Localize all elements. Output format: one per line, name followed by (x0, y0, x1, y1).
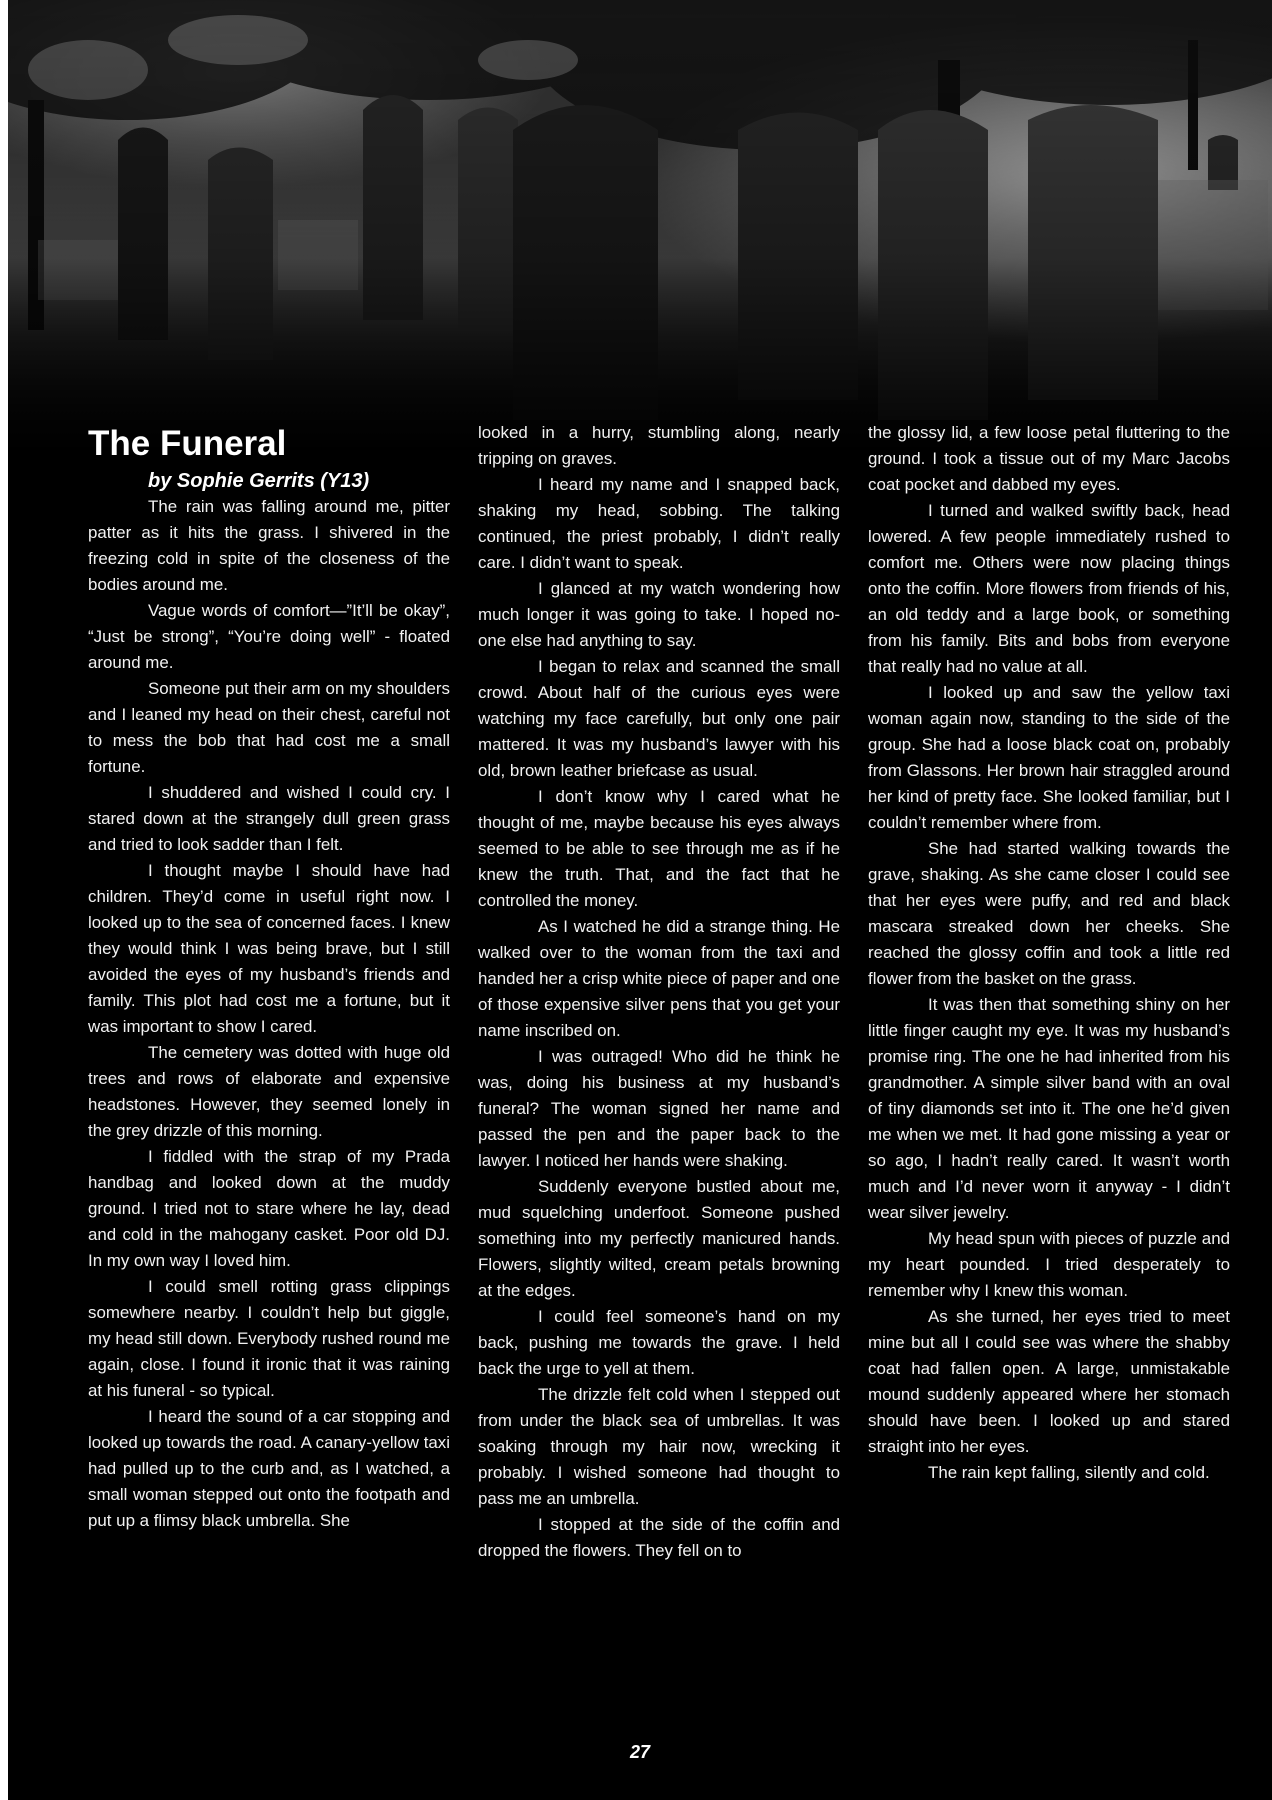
paragraph: My head spun with pieces of puzzle and my heart pounded. I tried desperately to remember why I knew this woman. (868, 1229, 1230, 1300)
paragraph: As I watched he did a strange thing. He walked over to the woman from the taxi and handed her a crisp white piece of paper and one of those expensive silver pens that you get your name inscribed on. (478, 917, 840, 1040)
paragraph: I turned and walked swiftly back, head lowered. A few people immediately rushed to comfort me. Others were now placing things onto the coffin. More flowers from friends of his, an old teddy and a large book, or something from his family. Bits and bobs from everyone that really had no value at all. (868, 501, 1230, 676)
paragraph: looked in a hurry, stumbling along, nearly tripping on graves. (478, 423, 840, 468)
paragraph: I was outraged! Who did he think he was, doing his business at my husband’s funeral? The woman signed her name and passed the pen and the paper back to the lawyer. I noticed her hands were shaking. (478, 1047, 840, 1170)
page-number: 27 (629, 1742, 651, 1762)
paragraph: I don’t know why I cared what he thought of me, maybe because his eyes always seemed to be able to see through me as if he knew the truth. That, and the fact that he controlled the money. (478, 787, 840, 910)
article-column-1 (88, 424, 450, 1534)
paragraph: Suddenly everyone bustled about me, mud squelching underfoot. Someone pushed something into my perfectly manicured hands. Flowers, slightly wilted, cream petals browning at the edges. (478, 1177, 840, 1300)
paragraph: I heard my name and I snapped back, shaking my head, sobbing. The talking continued, the priest probably, I didn’t really care. I didn’t want to speak. (478, 475, 840, 572)
paragraph: I could smell rotting grass clippings somewhere nearby. I couldn’t help but giggle, my head still down. Everybody rushed round me again, close. I found it ironic that it was raining at his funeral - so typical. (88, 1277, 450, 1400)
paragraph: It was then that something shiny on her little finger caught my eye. It was my husband’s promise ring. The one he had inherited from his grandmother. A simple silver band with an oval of tiny diamonds set into it. The one he’d given me when we met. It had gone missing a year or so ago, I hadn’t really cared. It wasn’t worth much and I’d never worn it anyway - I didn’t wear silver jewelry. (868, 995, 1230, 1222)
paragraph: As she turned, her eyes tried to meet mine but all I could see was where the shabby coat had fallen open. A large, unmistakable mound suddenly appeared where her stomach should have been. I looked up and stared straight into her eyes. (868, 1307, 1230, 1456)
article-byline: by Sophie Gerrits (Y13) (148, 470, 370, 492)
paragraph: The rain kept falling, silently and cold. (928, 1463, 1210, 1482)
paragraph: I began to relax and scanned the small crowd. About half of the curious eyes were watching my face carefully, but only one pair mattered. It was my husband’s lawyer with his old, brown leather briefcase as usual. (478, 657, 840, 780)
paragraph: I heard the sound of a car stopping and looked up towards the road. A canary-yellow taxi had pulled up to the curb and, as I watched, a small woman stepped out onto the footpath and put up a flimsy black umbrella. She (88, 1407, 450, 1530)
paragraph: The rain was falling around me, pitter patter as it hits the grass. I shivered in the freezing cold in spite of the closeness of the bodies around me. (88, 497, 450, 594)
paragraph: the glossy lid, a few loose petal fluttering to the ground. I took a tissue out of my Marc Jacobs coat pocket and dabbed my eyes. (868, 423, 1230, 494)
article-column-2 (478, 420, 840, 1564)
paragraph: I looked up and saw the yellow taxi woman again now, standing to the side of the group. She had a loose black coat on, probably from Glassons. Her brown hair straggled around her kind of pretty face. She looked familiar, but I couldn’t remember where from. (868, 683, 1230, 832)
article-column-3 (868, 420, 1230, 1486)
cemetery-photo (8, 0, 1272, 470)
paragraph: I shuddered and wished I could cry. I stared down at the strangely dull green grass and tried to look sadder than I felt. (88, 783, 450, 854)
paragraph: I stopped at the side of the coffin and dropped the flowers. They fell on to (478, 1515, 840, 1560)
paragraph: I fiddled with the strap of my Prada handbag and looked down at the muddy ground. I tried not to stare where he lay, dead and cold in the mahogany casket. Poor old DJ. In my own way I loved him. (88, 1147, 450, 1270)
paragraph: She had started walking towards the grave, shaking. As she came closer I could see that her eyes were puffy, and red and black mascara streaked down her cheeks. She reached the glossy coffin and took a little red flower from the basket on the grass. (868, 839, 1230, 988)
article-title: The Funeral (88, 424, 287, 463)
paragraph: Someone put their arm on my shoulders and I leaned my head on their chest, careful not to mess the bob that had cost me a small fortune. (88, 679, 450, 776)
paragraph: The drizzle felt cold when I stepped out from under the black sea of umbrellas. It was soaking through my hair now, wrecking it probably. I wished someone had thought to pass me an umbrella. (478, 1385, 840, 1508)
paragraph: I glanced at my watch wondering how much longer it was going to take. I hoped no-one else had anything to say. (478, 579, 840, 650)
paragraph: The cemetery was dotted with huge old trees and rows of elaborate and expensive headstones. However, they seemed lonely in the grey drizzle of this morning. (88, 1043, 450, 1140)
paragraph: I thought maybe I should have had children. They’d come in useful right now. I looked up to the sea of concerned faces. I knew they would think I was being brave, but I still avoided the eyes of my husband’s friends and family. This plot had cost me a fortune, but it was important to show I cared. (88, 861, 450, 1036)
paragraph: Vague words of comfort—”It’ll be okay”, “Just be strong”, “You’re doing well” - floated around me. (88, 601, 450, 672)
magazine-page (8, 0, 1272, 1800)
paragraph: I could feel someone’s hand on my back, pushing me towards the grave. I held back the urge to yell at them. (478, 1307, 840, 1378)
